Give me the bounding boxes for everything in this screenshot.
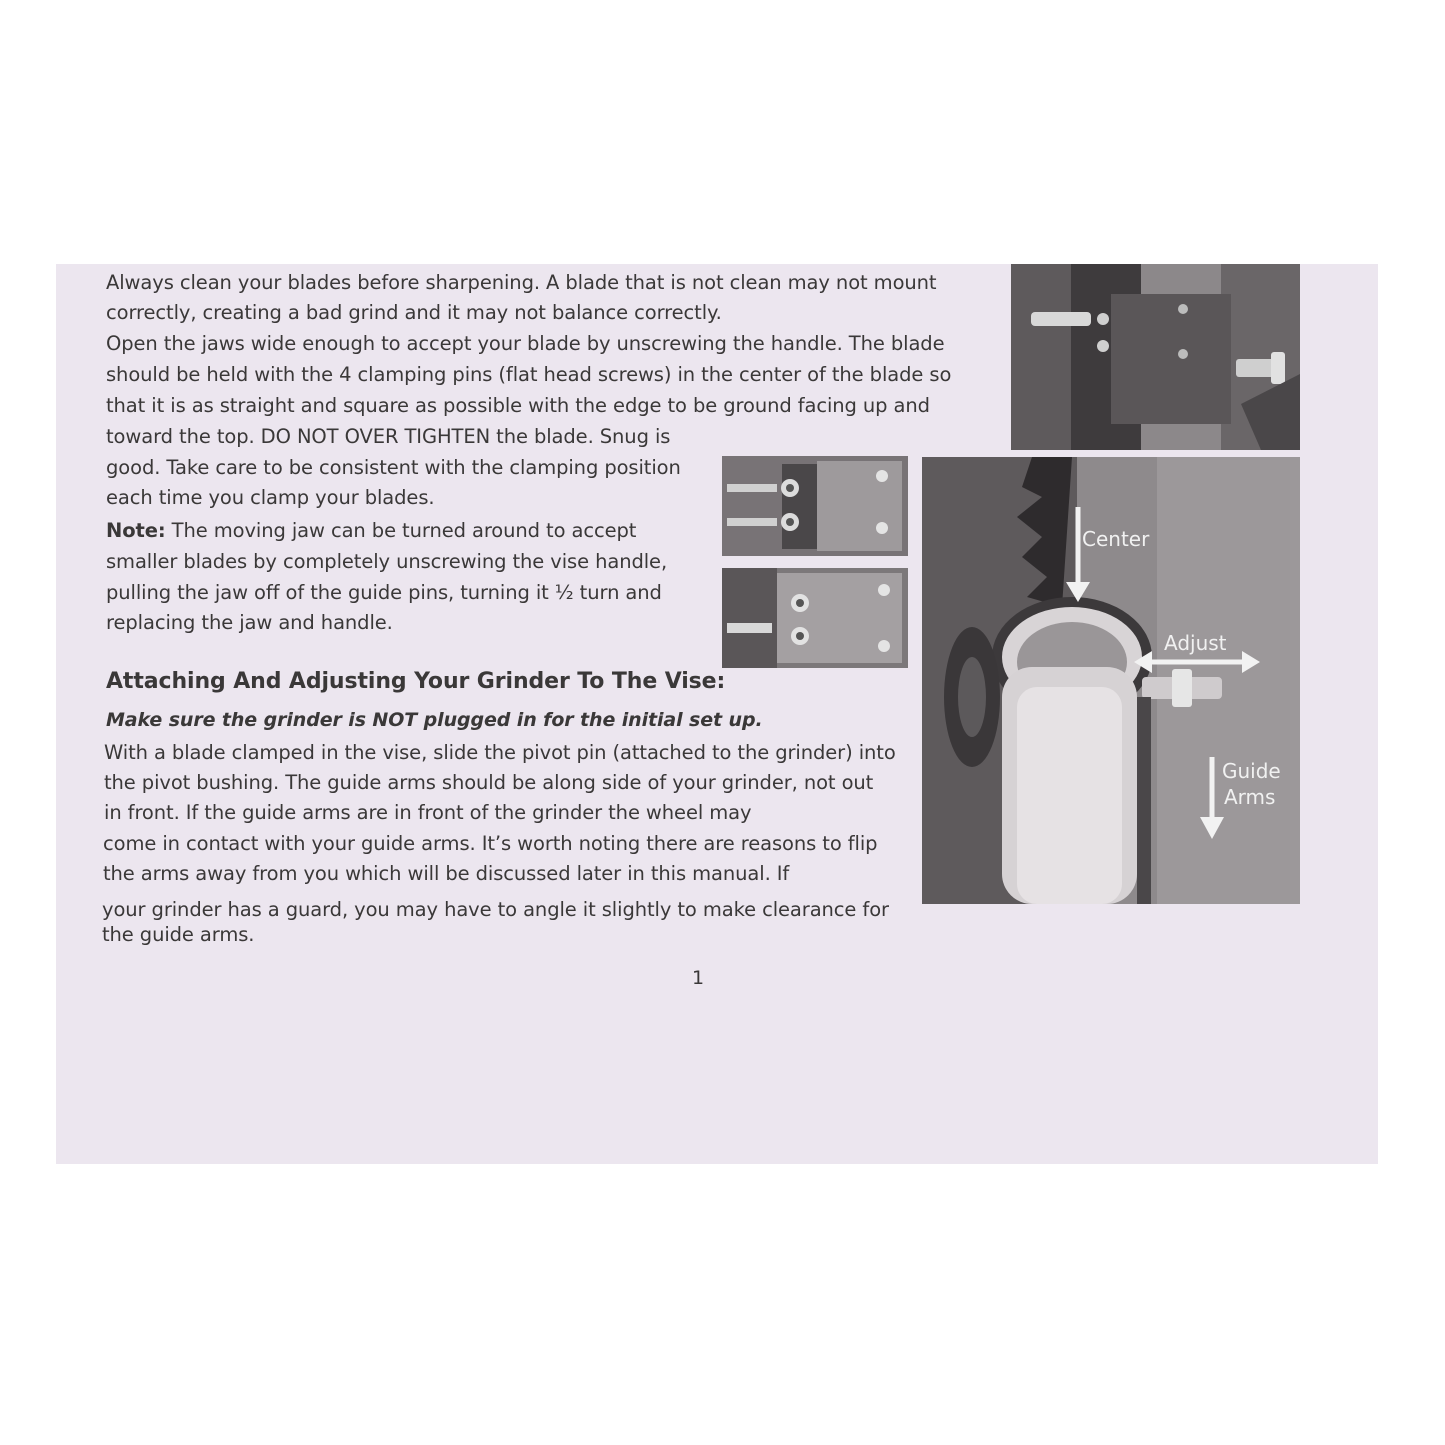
text-line: Open the jaws wide enough to accept your blade by unscrewing the handle. The blade <box>106 332 945 355</box>
text-line: Always clean your blades before sharpening. A blade that is not clean may not mount <box>106 271 937 294</box>
text-line: that it is as straight and square as possible with the edge to be ground facing up and <box>106 394 930 417</box>
text-line: the pivot bushing. The guide arms should be along side of your grinder, not out <box>104 771 874 794</box>
note-text: The moving jaw can be turned around to accept <box>165 519 637 542</box>
text-line: come in contact with your guide arms. It’s worth noting there are reasons to flip <box>103 832 878 855</box>
text-line: your grinder has a guard, you may have to angle it slightly to make clearance for <box>102 898 889 921</box>
text-line: pulling the jaw off of the guide pins, turning it ½ turn and <box>106 581 662 604</box>
text-line: correctly, creating a bad grind and it may not balance correctly. <box>106 301 722 324</box>
label-guide: Guide <box>1222 759 1281 783</box>
text-line <box>106 515 636 546</box>
text-line: smaller blades by completely unscrewing the vise handle, <box>106 550 668 573</box>
photo-jaw-standard <box>722 456 908 556</box>
photo-grinder-setup <box>922 457 1300 904</box>
page-number: 1 <box>692 967 705 989</box>
warning-text: Make sure the grinder is NOT plugged in for the initial set up. <box>106 709 763 731</box>
text-line: With a blade clamped in the vise, slide the pivot pin (attached to the grinder) into <box>104 741 896 764</box>
photo-jaw-reversed <box>722 568 908 668</box>
label-center: Center <box>1082 527 1150 551</box>
text-line: toward the top. DO NOT OVER TIGHTEN the blade. Snug is <box>106 425 671 448</box>
text-line: the arms away from you which will be discussed later in this manual. If <box>103 862 790 885</box>
text-line: should be held with the 4 clamping pins (flat head screws) in the center of the blade so <box>106 363 952 386</box>
note-label: Note: <box>106 519 166 542</box>
section-heading: Attaching And Adjusting Your Grinder To The Vise: <box>106 669 726 694</box>
text-line: the guide arms. <box>102 923 255 946</box>
text-line: replacing the jaw and handle. <box>106 611 393 634</box>
text-line: each time you clamp your blades. <box>106 486 435 509</box>
photo-vise-top <box>1011 264 1300 450</box>
text-line: good. Take care to be consistent with the clamping position <box>106 456 681 479</box>
text-line: in front. If the guide arms are in front of the grinder the wheel may <box>104 801 752 824</box>
label-adjust: Adjust <box>1164 631 1227 655</box>
label-arms: Arms <box>1224 785 1276 809</box>
manual-page <box>56 264 1378 1164</box>
